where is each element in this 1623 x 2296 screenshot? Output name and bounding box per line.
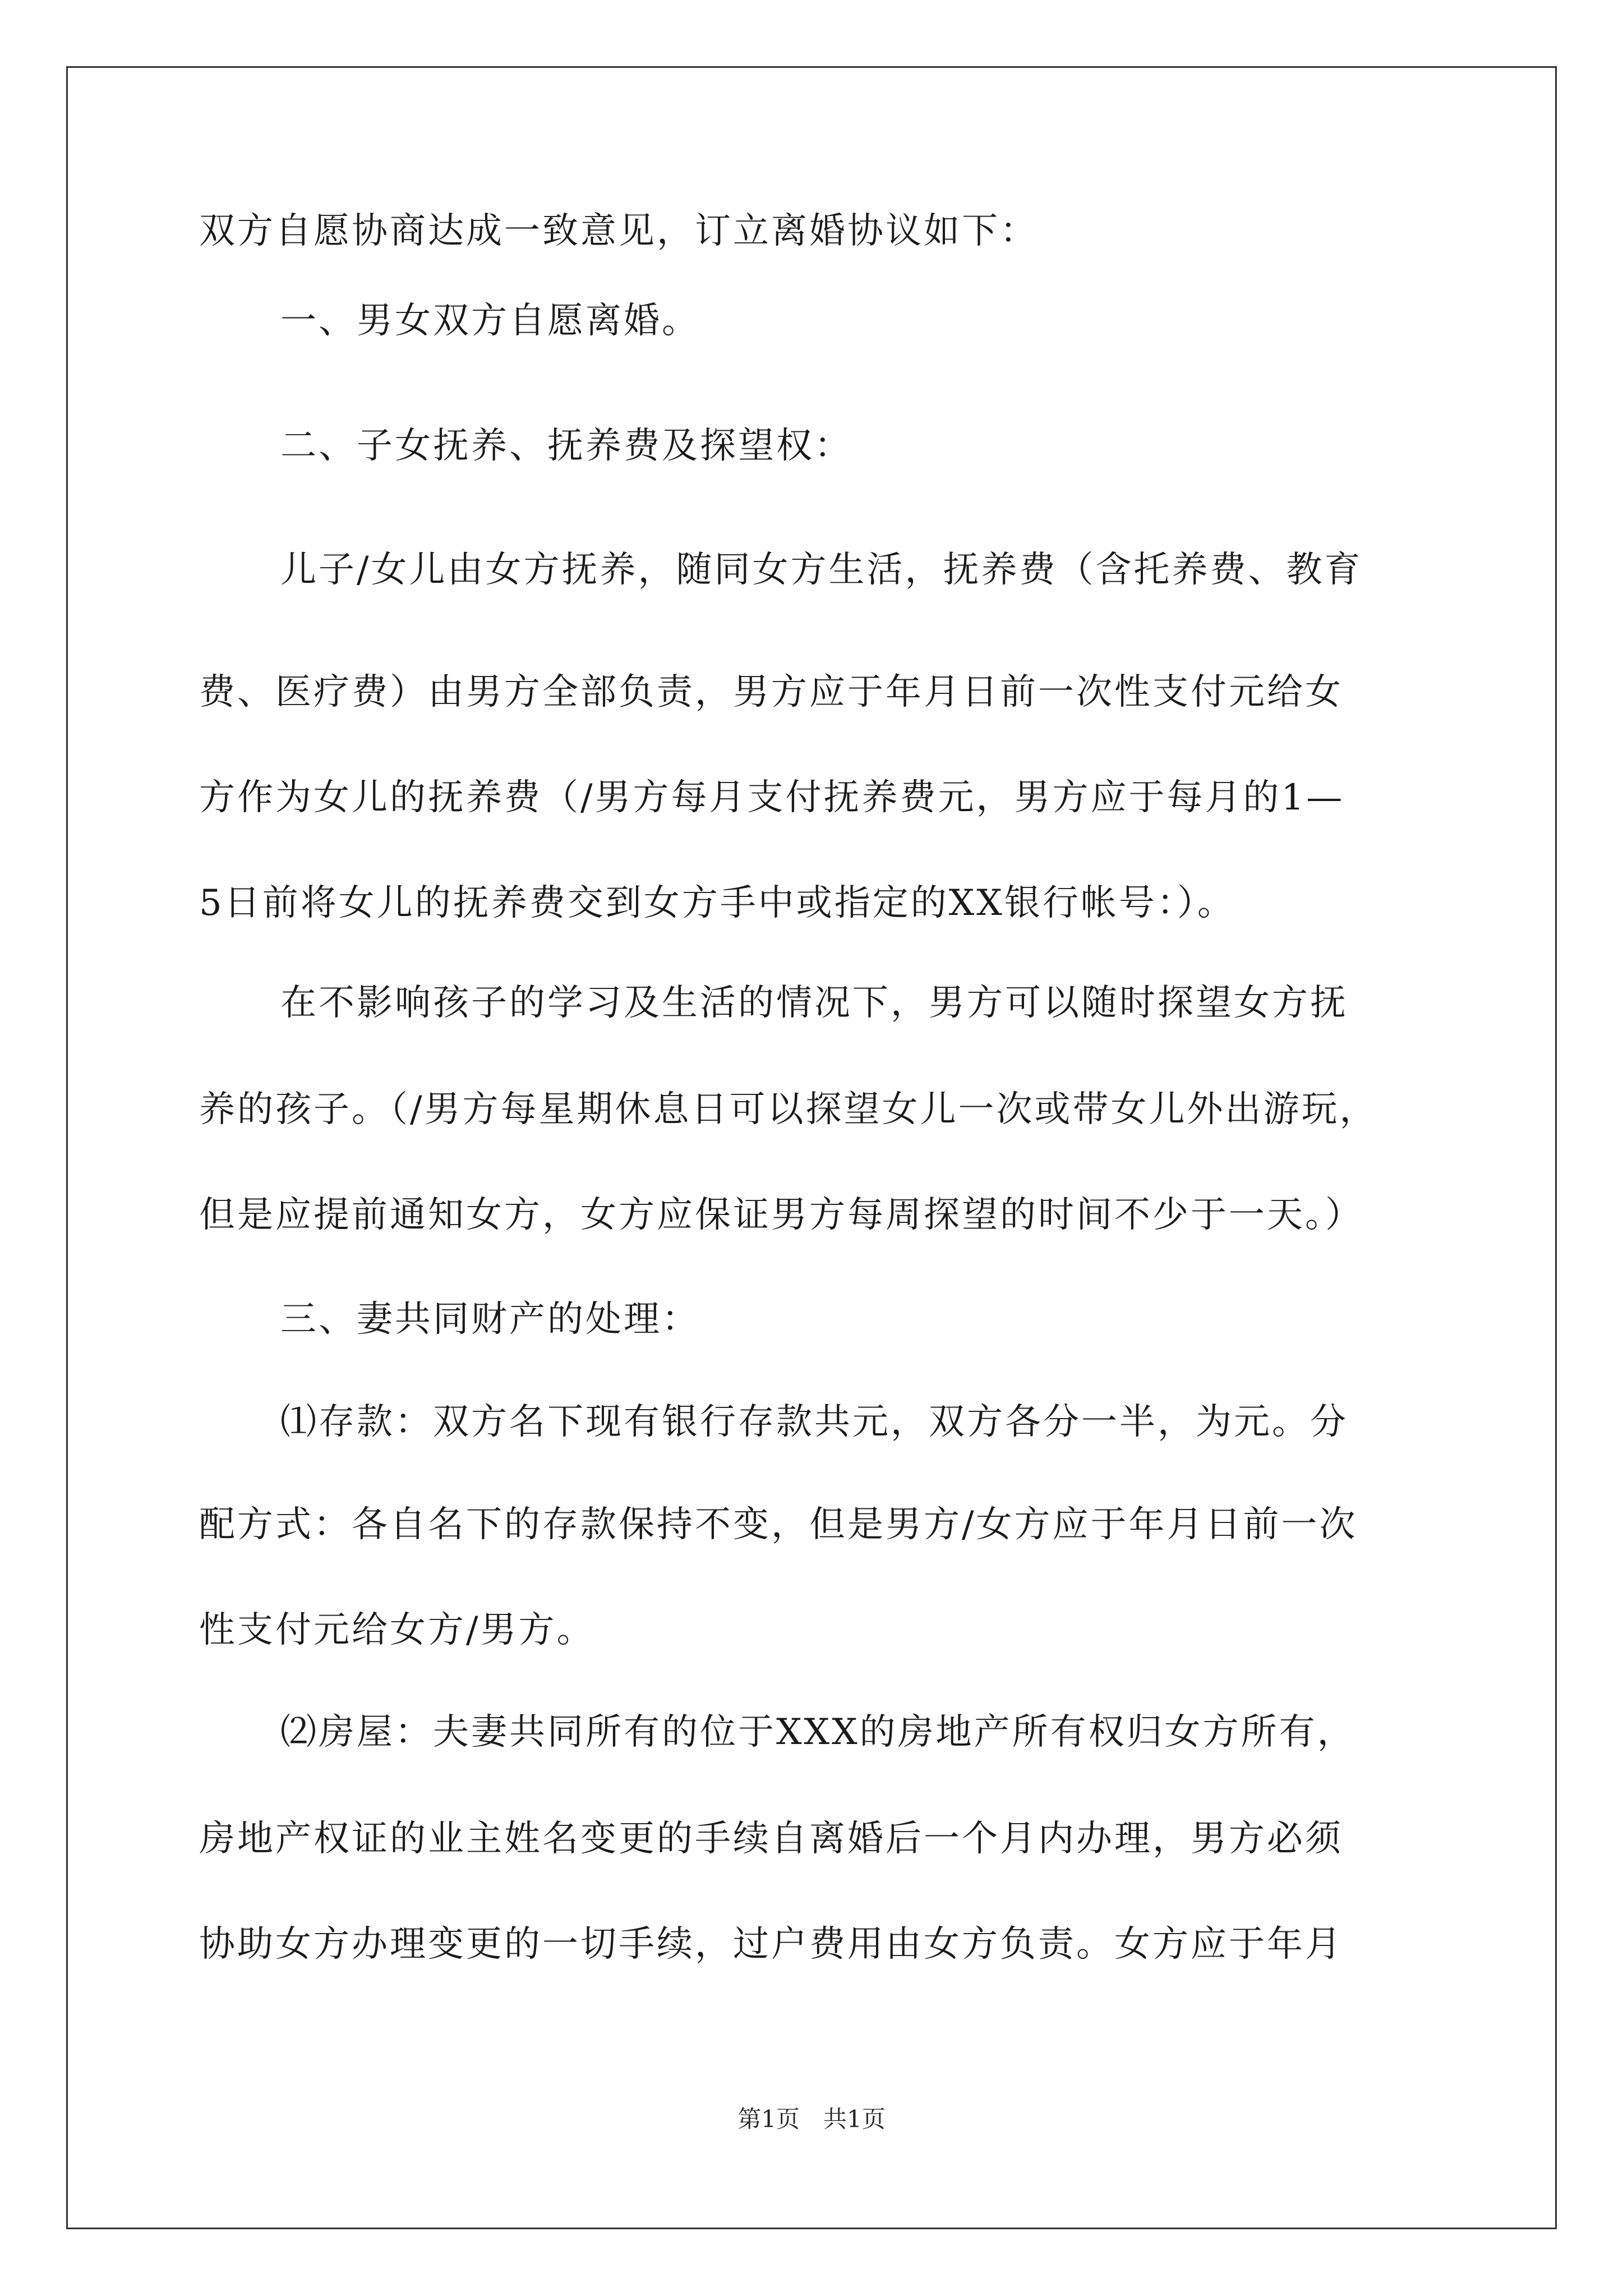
clause-heading: 二、子女抚养、抚养费及探望权： bbox=[280, 425, 852, 467]
text-line: 双方自愿协商达成一致意见，订立离婚协议如下： bbox=[199, 210, 1038, 252]
text-line: 协助女方办理变更的一切手续，过户费用由女方负责。女方应于年月 bbox=[199, 1924, 1343, 1965]
text-line: 配方式：各自名下的存款保持不变，但是男方/女方应于年月日前一次 bbox=[199, 1504, 1358, 1545]
text-line: 房地产权证的业主姓名变更的手续自离婚后一个月内办理，男方必须 bbox=[199, 1818, 1343, 1860]
text-line: 但是应提前通知女方，女方应保证男方每周探望的时间不少于一天。） bbox=[199, 1194, 1363, 1236]
text-line: 儿子/女儿由女方抚养，随同女方生活，抚养费（含托养费、教育 bbox=[280, 549, 1363, 591]
clause-heading: 一、男女双方自愿离婚。 bbox=[280, 300, 700, 342]
text-line: 性支付元给女方/男方。 bbox=[199, 1609, 595, 1651]
page-number-footer: 第1页 共1页 bbox=[737, 2105, 886, 2133]
text-line: 养的孩子。（/男方每星期休息日可以探望女儿一次或带女儿外出游玩， bbox=[199, 1089, 1378, 1130]
text-line: ⑴存款：双方名下现有银行存款共元，双方各分一半，为元。分 bbox=[280, 1401, 1348, 1443]
text-line: 方作为女儿的抚养费（/男方每月支付抚养费元，男方应于每月的1— bbox=[199, 777, 1345, 818]
text-line: 在不影响孩子的学习及生活的情况下，男方可以随时探望女方抚 bbox=[280, 982, 1348, 1024]
page-border bbox=[66, 66, 1557, 2229]
text-line: ⑵房屋：夫妻共同所有的位于XXX的房地产所有权归女方所有， bbox=[280, 1711, 1355, 1753]
text-line: 费、医疗费）由男方全部负责，男方应于年月日前一次性支付元给女 bbox=[199, 671, 1343, 713]
text-line: 5日前将女儿的抚养费交到女方手中或指定的XX银行帐号：）。 bbox=[199, 882, 1235, 924]
clause-heading: 三、妻共同财产的处理： bbox=[280, 1299, 700, 1340]
